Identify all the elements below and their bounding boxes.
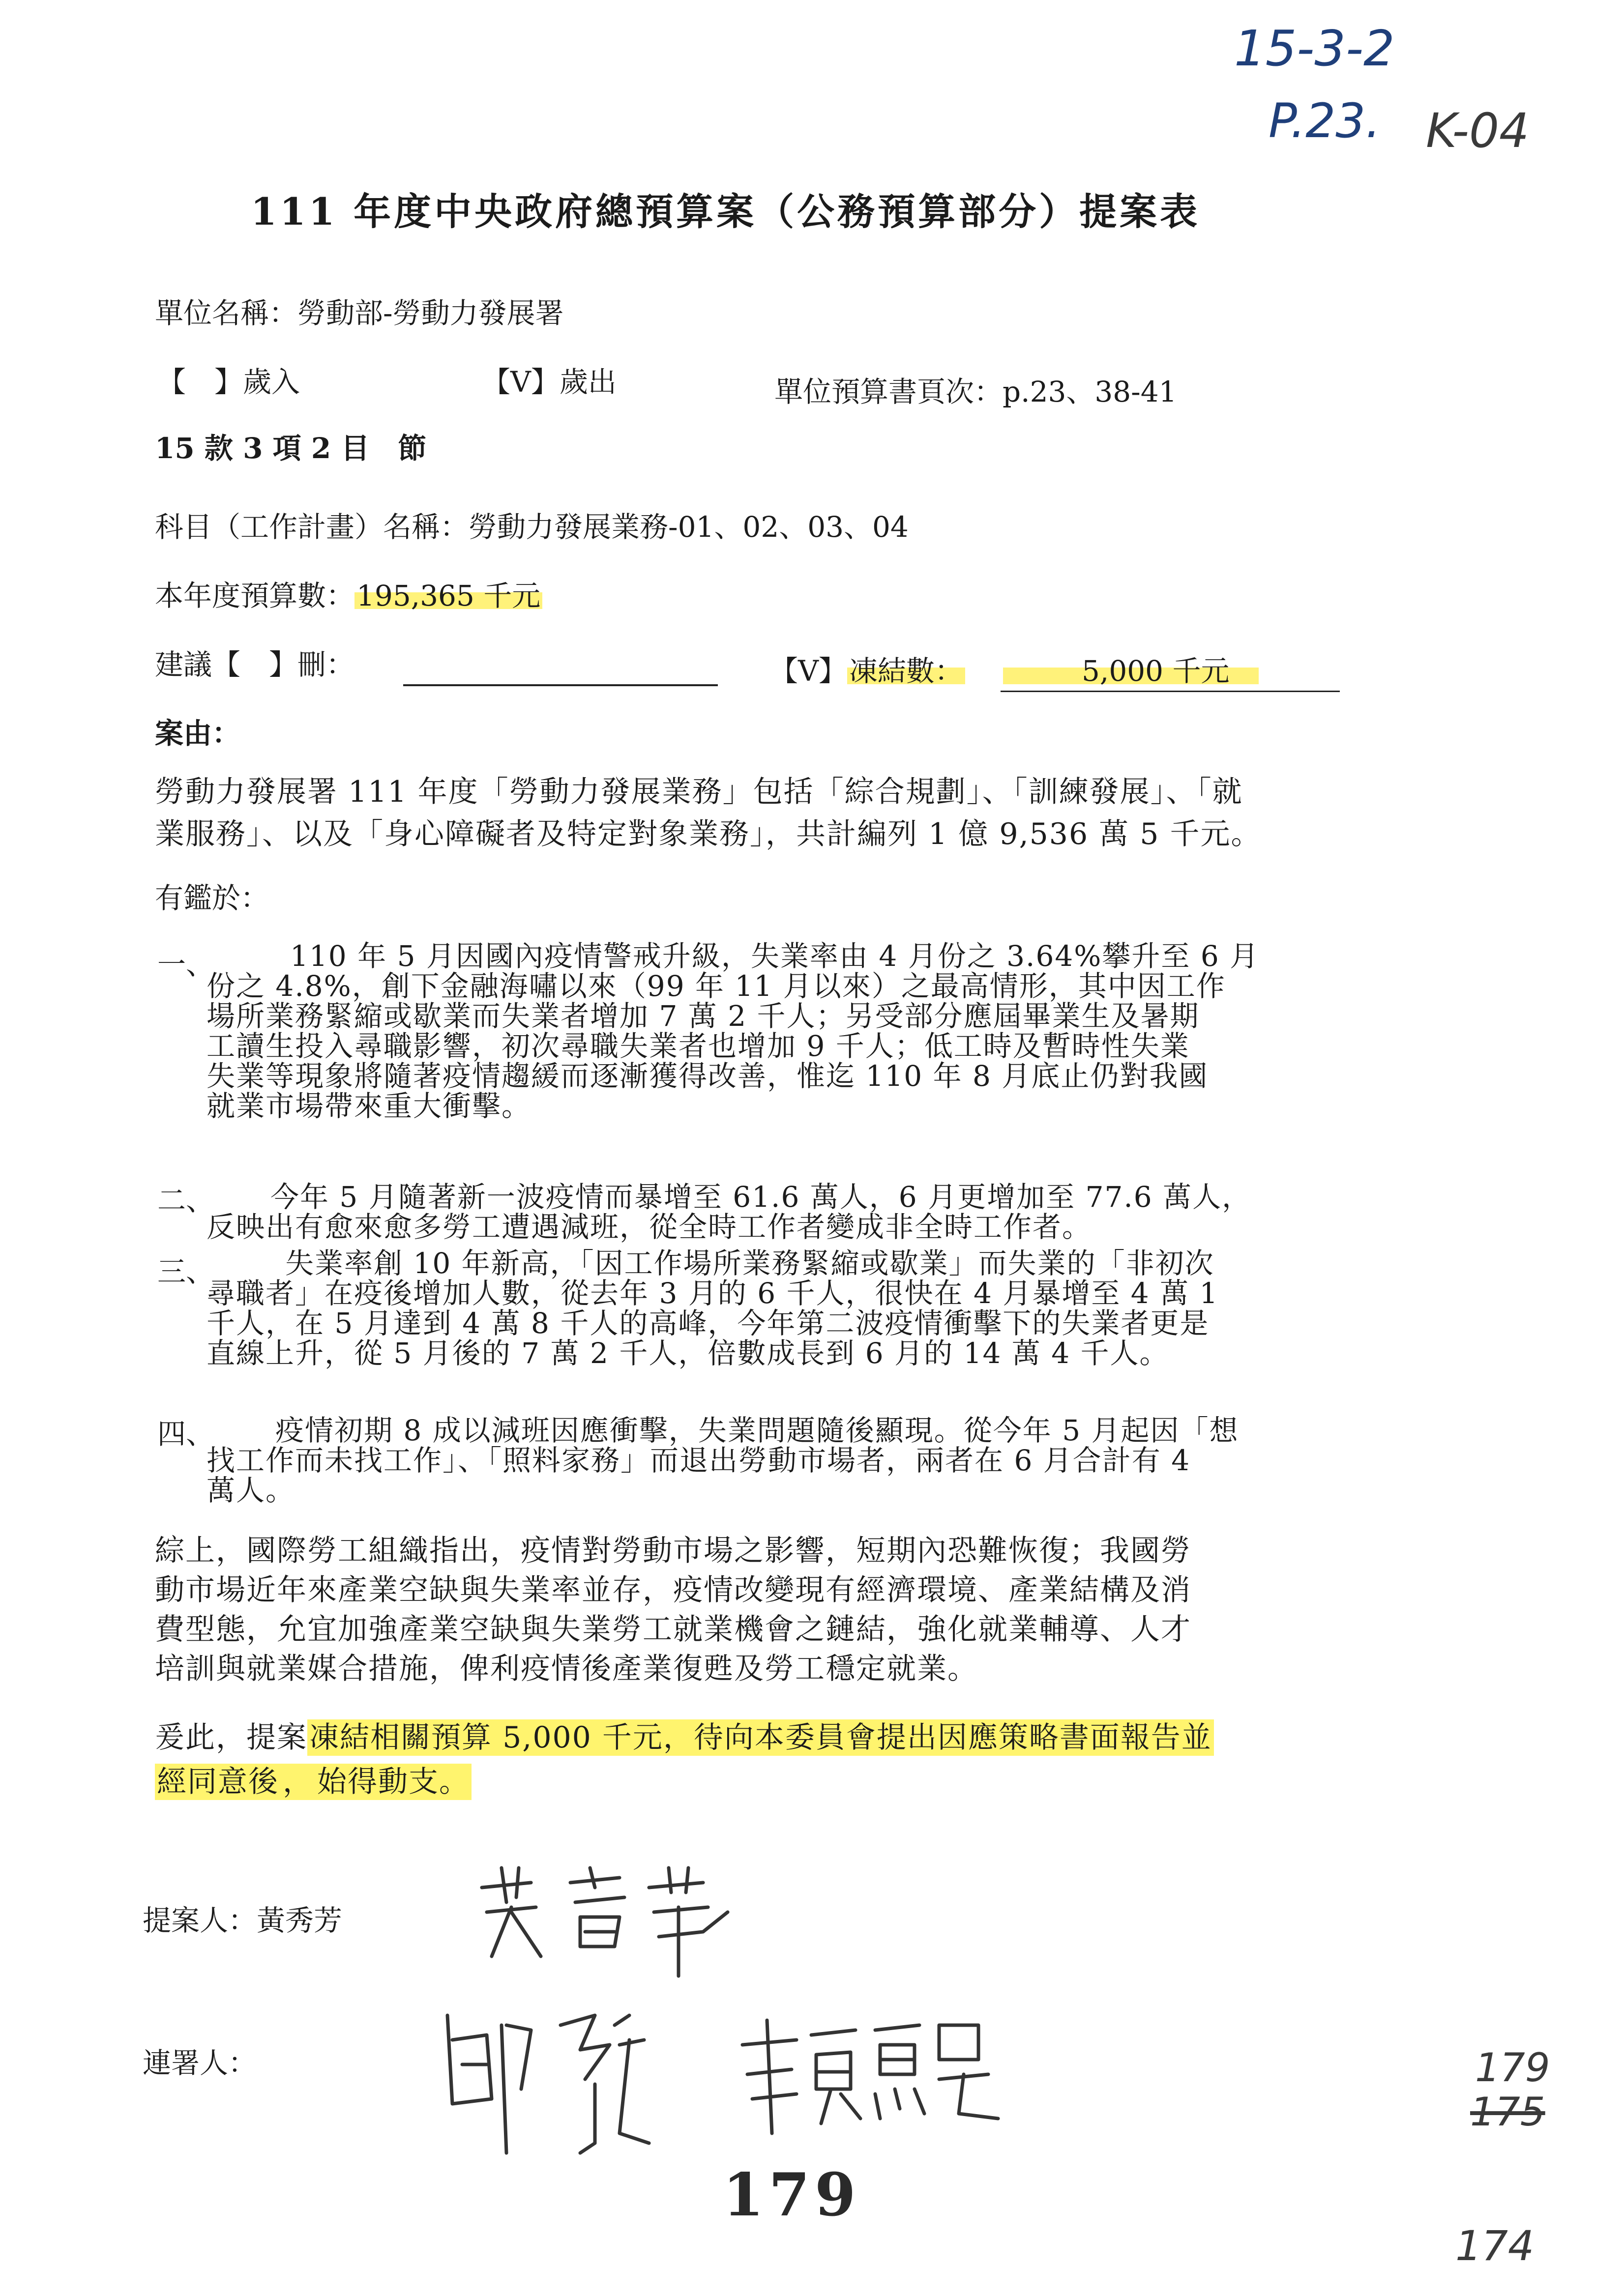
whereas-label: 有鑑於： [155,881,269,915]
freeze-row [769,648,965,689]
budget-label: 本年度預算數： [155,579,355,612]
unit-label: 單位名稱： [155,296,298,330]
conclusion-line-2 [155,1760,1214,1804]
cosigner-label: 連署人： [143,2046,257,2080]
intro-line: 勞動力發展署 111 年度「勞動力發展業務」包括「綜合規劃」、「訓練發展」、「就 [155,775,1243,809]
freeze-checkbox: 【V】 [769,654,847,688]
freeze-value: 5,000 千元 [1003,648,1259,689]
item-3-text [207,1249,1218,1368]
page-ref-label: 單位預算書頁次： [774,375,1003,408]
summary-paragraph [155,1531,1191,1688]
proposer-row [143,1897,342,1939]
handwritten-number: 179 [1475,2045,1550,2091]
item-line: 疫情初期 8 成以減班因應衝擊，失業問題隨後顯現。從今年 5 月起因「想 [275,1414,1239,1447]
item-line: 萬人。 [207,1474,295,1507]
item-line: 場所業務緊縮或歇業而失業者增加 7 萬 2 千人；另受部分應屆畢業生及暑期 [207,999,1200,1033]
item-name-value: 勞動力發展業務-01、02、03、04 [469,510,909,544]
item-line: 找工作而未找工作」、「照料家務」而退出勞動市場者，兩者在 6 月合計有 4 [207,1444,1191,1477]
budget-row [155,573,542,614]
item-line: 就業市場帶來重大衝擊。 [207,1089,531,1123]
item-2-text [207,1182,1251,1242]
conclusion-prefix: 爰此，提案 [155,1720,307,1755]
cut-blank-line [403,684,718,686]
proposer-label: 提案人： [143,1904,257,1937]
conclusion-end: 始得動支。 [315,1764,472,1800]
item-4-text [207,1416,1239,1506]
conclusion-paragraph [155,1715,1214,1804]
cosigner-signature-1 [433,1996,659,2163]
page-ref-value: p.23、38-41 [1003,375,1177,408]
intro-line: 業服務」、以及「身心障礙者及特定對象業務」，共計編列 1 億 9,536 萬 5 千元。 [155,817,1262,851]
item-name-label: 科目（工作計畫）名稱： [155,510,469,544]
conclusion-highlight: 凍結相關預算 5,000 千元，待向本委員會提出因應策略書面報告並 [307,1719,1214,1756]
cut-label: 建議【 】刪： [155,648,355,681]
item-number: 一、 [157,948,215,981]
item-line: 份之 4.8%，創下金融海嘯以來（99 年 11 月以來）之最高情形，其中因工作 [207,969,1226,1003]
handwritten-code: K-04 [1426,103,1530,158]
item-line: 今年 5 月隨著新一波疫情而暴增至 61.6 萬人，6 月更增加至 77.6 萬人， [270,1180,1252,1214]
item-line: 千人，在 5 月達到 4 萬 8 千人的高峰，今年第二波疫情衝擊下的失業者更是 [207,1307,1210,1340]
intro-paragraph [155,769,1262,854]
proposer-name: 黃秀芳 [257,1904,343,1937]
summary-line: 培訓與就業媒合措施，俾利疫情後產業復甦及勞工穩定就業。 [155,1652,978,1686]
income-checkbox: 【 】歲入 [157,365,300,399]
conclusion-comma: ， [281,1764,315,1800]
handwritten-date: 15-3-2 [1234,20,1395,77]
proposer-signature [472,1858,747,1986]
item-line: 失業率創 10 年新高，「因工作場所業務緊縮或歇業」而失業的「非初次 [285,1247,1214,1280]
item-line: 失業等現象將隨著疫情趨緩而逐漸獲得改善，惟迄 110 年 8 月底止仍對我國 [207,1059,1209,1093]
item-line: 反映出有愈來愈多勞工遭遇減班，從全時工作者變成非全時工作者。 [207,1210,1092,1244]
item-line: 直線上升，從 5 月後的 7 萬 2 千人，倍數成長到 6 月的 14 萬 4 千人。 [207,1337,1169,1370]
cosigner-signature-2 [733,2005,1008,2143]
freeze-value-line [1001,691,1340,692]
conclusion-line-1 [155,1715,1214,1760]
item-1-text [207,941,1259,1121]
document-title: 111 年度中央政府總預算案（公務預算部分）提案表 [251,190,1201,233]
summary-line: 綜上，國際勞工組織指出，疫情對勞動市場之影響，短期內恐難恢復；我國勞 [155,1534,1191,1568]
conclusion-highlight: 經同意後 [155,1764,281,1800]
item-line: 110 年 5 月因國內疫情警戒升級，失業率由 4 月份之 3.64%攀升至 6 月 [290,939,1260,973]
unit-row [155,290,564,331]
page-number: 179 [723,2160,861,2230]
summary-line: 動市場近年來產業空缺與失業率並存，疫情改變現有經濟環境、產業結構及消 [155,1573,1191,1607]
handwritten-number: 174 [1455,2222,1535,2270]
budget-page-ref [774,369,1177,410]
handwritten-number-struck: 175 [1470,2089,1545,2135]
reason-label: 案由： [155,717,241,750]
item-number: 四、 [157,1417,215,1451]
handwritten-page-ref: P.23. [1269,93,1381,148]
budget-section: 15 款 3 項 2 目 節 [155,432,427,465]
item-line: 工讀生投入尋職影響，初次尋職失業者也增加 9 千人；低工時及暫時性失業 [207,1029,1190,1063]
expense-checkbox: 【V】歲出 [482,365,617,399]
item-name-row [155,504,909,545]
item-line: 尋職者」在疫後增加人數，從去年 3 月的 6 千人，很快在 4 月暴增至 4 萬 1 [207,1277,1219,1310]
summary-line: 費型態，允宜加強產業空缺與失業勞工就業機會之鏈結，強化就業輔導、人才 [155,1612,1191,1647]
unit-value: 勞動部-勞動力發展署 [297,296,564,330]
item-number: 二、 [157,1184,215,1217]
freeze-label: 凍結數： [847,654,965,688]
budget-value: 195,365 千元 [354,579,542,612]
item-number: 三、 [157,1255,215,1288]
